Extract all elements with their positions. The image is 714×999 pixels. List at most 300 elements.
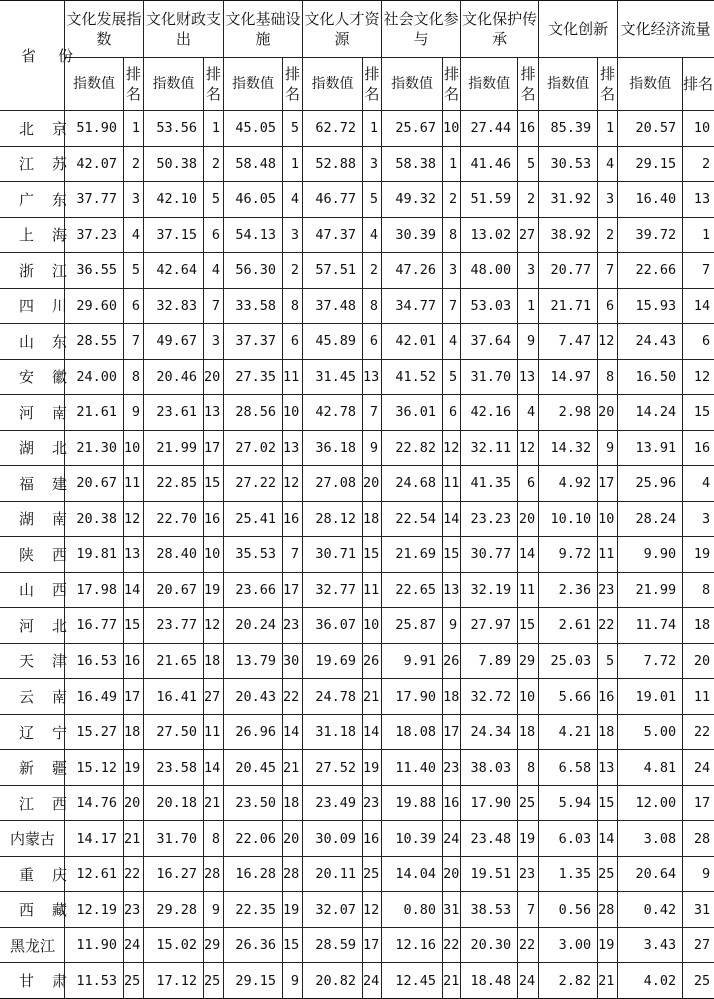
table-row (1, 572, 714, 608)
rank-cell: 15 (204, 466, 224, 502)
rank-cell: 2 (598, 217, 618, 253)
index-value-header: 指数值 (224, 58, 283, 111)
rank-cell: 8 (683, 572, 714, 608)
index-value-cell: 36.55 (65, 253, 124, 289)
index-value-cell: 38.92 (539, 217, 598, 253)
rank-cell: 25 (683, 963, 714, 999)
index-value-cell: 24.34 (461, 714, 518, 750)
rank-cell: 12 (283, 466, 303, 502)
rank-cell: 16 (283, 501, 303, 537)
rank-cell: 18 (363, 501, 382, 537)
index-value-cell: 27.97 (461, 608, 518, 644)
rank-cell: 27 (204, 679, 224, 715)
index-value-cell: 41.52 (382, 359, 443, 395)
index-value-cell: 2.82 (539, 963, 598, 999)
rank-cell: 2 (124, 146, 144, 182)
index-value-cell: 15.02 (144, 927, 204, 963)
index-value-cell: 49.32 (382, 182, 443, 218)
index-value-cell: 16.40 (618, 182, 683, 218)
index-value-cell: 25.87 (382, 608, 443, 644)
index-value-cell: 42.64 (144, 253, 204, 289)
index-value-cell: 32.07 (303, 892, 363, 928)
index-value-cell: 58.48 (224, 146, 283, 182)
index-value-cell: 12.19 (65, 892, 124, 928)
rank-cell: 6 (124, 288, 144, 324)
index-value-cell: 16.28 (224, 856, 283, 892)
rank-header: 排名 (683, 58, 714, 111)
rank-cell: 11 (124, 466, 144, 502)
index-value-cell: 37.77 (65, 182, 124, 218)
index-value-cell: 85.39 (539, 111, 598, 147)
rank-cell: 14 (518, 537, 539, 573)
index-value-cell: 31.45 (303, 359, 363, 395)
index-value-cell: 16.27 (144, 856, 204, 892)
rank-cell: 8 (518, 750, 539, 786)
rank-cell: 8 (443, 217, 461, 253)
rank-cell: 20 (598, 395, 618, 431)
province-cell: 北京 (1, 111, 65, 147)
rank-cell: 27 (518, 217, 539, 253)
rank-cell: 17 (598, 466, 618, 502)
index-value-cell: 1.35 (539, 856, 598, 892)
rank-cell: 14 (443, 501, 461, 537)
rank-cell: 10 (124, 430, 144, 466)
rank-cell: 24 (518, 963, 539, 999)
rank-cell: 12 (598, 324, 618, 360)
index-value-cell: 23.66 (224, 572, 283, 608)
rank-cell: 10 (363, 608, 382, 644)
rank-cell: 17 (283, 572, 303, 608)
table-row (1, 111, 714, 147)
rank-cell: 10 (518, 679, 539, 715)
rank-header: 排名 (124, 58, 144, 111)
category-header: 文化创新 (539, 1, 618, 58)
rank-cell: 24 (363, 963, 382, 999)
index-value-cell: 29.60 (65, 288, 124, 324)
rank-cell: 4 (204, 253, 224, 289)
rank-cell: 27 (683, 927, 714, 963)
index-value-cell: 15.12 (65, 750, 124, 786)
index-value-cell: 53.56 (144, 111, 204, 147)
rank-cell: 25 (124, 963, 144, 999)
rank-cell: 3 (204, 324, 224, 360)
province-cell: 上海 (1, 217, 65, 253)
index-value-cell: 28.12 (303, 501, 363, 537)
index-value-cell: 3.08 (618, 821, 683, 857)
table-row (1, 714, 714, 750)
rank-cell: 6 (518, 466, 539, 502)
rank-cell: 2 (683, 146, 714, 182)
index-value-cell: 36.01 (382, 395, 443, 431)
index-value-cell: 7.47 (539, 324, 598, 360)
index-value-cell: 21.99 (618, 572, 683, 608)
category-header: 社会文化参与 (382, 1, 461, 58)
province-cell: 浙江 (1, 253, 65, 289)
index-value-cell: 2.36 (539, 572, 598, 608)
index-value-cell: 28.59 (303, 927, 363, 963)
rank-cell: 18 (598, 714, 618, 750)
index-value-cell: 27.35 (224, 359, 283, 395)
index-value-cell: 45.05 (224, 111, 283, 147)
rank-header: 排名 (363, 58, 382, 111)
rank-cell: 5 (204, 182, 224, 218)
rank-cell: 1 (124, 111, 144, 147)
index-value-cell: 35.53 (224, 537, 283, 573)
rank-cell: 9 (598, 430, 618, 466)
index-value-cell: 26.96 (224, 714, 283, 750)
province-cell: 江西 (1, 785, 65, 821)
rank-cell: 22 (598, 608, 618, 644)
rank-cell: 15 (363, 537, 382, 573)
rank-cell: 25 (204, 963, 224, 999)
index-value-cell: 18.48 (461, 963, 518, 999)
province-cell: 江苏 (1, 146, 65, 182)
rank-cell: 13 (283, 430, 303, 466)
index-value-cell: 19.69 (303, 643, 363, 679)
rank-cell: 10 (683, 111, 714, 147)
rank-cell: 4 (283, 182, 303, 218)
index-value-cell: 28.24 (618, 501, 683, 537)
index-value-cell: 23.48 (461, 821, 518, 857)
table-row (1, 359, 714, 395)
rank-cell: 5 (598, 643, 618, 679)
rank-cell: 26 (363, 643, 382, 679)
index-value-cell: 34.77 (382, 288, 443, 324)
index-value-cell: 20.38 (65, 501, 124, 537)
rank-cell: 11 (443, 466, 461, 502)
rank-cell: 5 (443, 359, 461, 395)
index-value-cell: 20.67 (144, 572, 204, 608)
province-cell: 河南 (1, 395, 65, 431)
rank-cell: 11 (283, 359, 303, 395)
rank-cell: 4 (124, 217, 144, 253)
rank-cell: 11 (683, 679, 714, 715)
index-value-cell: 20.30 (461, 927, 518, 963)
rank-cell: 8 (124, 359, 144, 395)
index-value-cell: 12.00 (618, 785, 683, 821)
index-value-header: 指数值 (461, 58, 518, 111)
index-value-cell: 42.78 (303, 395, 363, 431)
index-value-cell: 46.77 (303, 182, 363, 218)
rank-cell: 7 (283, 537, 303, 573)
rank-cell: 9 (443, 608, 461, 644)
index-value-cell: 29.15 (224, 963, 283, 999)
index-value-cell: 23.49 (303, 785, 363, 821)
table-row (1, 466, 714, 502)
index-value-cell: 28.56 (224, 395, 283, 431)
rank-cell: 12 (518, 430, 539, 466)
index-value-cell: 49.67 (144, 324, 204, 360)
rank-cell: 11 (518, 572, 539, 608)
rank-cell: 17 (124, 679, 144, 715)
rank-cell: 15 (683, 395, 714, 431)
index-value-cell: 0.42 (618, 892, 683, 928)
rank-cell: 10 (598, 501, 618, 537)
index-value-cell: 18.08 (382, 714, 443, 750)
rank-cell: 18 (443, 679, 461, 715)
rank-cell: 13 (124, 537, 144, 573)
rank-cell: 18 (683, 608, 714, 644)
index-value-cell: 19.01 (618, 679, 683, 715)
index-value-cell: 6.58 (539, 750, 598, 786)
category-header: 文化经济流量 (618, 1, 714, 58)
index-value-cell: 25.67 (382, 111, 443, 147)
index-value-cell: 37.64 (461, 324, 518, 360)
table-row (1, 217, 714, 253)
rank-cell: 10 (443, 111, 461, 147)
index-value-cell: 25.03 (539, 643, 598, 679)
index-value-cell: 42.10 (144, 182, 204, 218)
rank-cell: 2 (363, 253, 382, 289)
rank-cell: 23 (363, 785, 382, 821)
rank-cell: 12 (683, 359, 714, 395)
index-value-cell: 14.32 (539, 430, 598, 466)
rank-cell: 9 (518, 324, 539, 360)
index-value-cell: 14.76 (65, 785, 124, 821)
rank-cell: 3 (598, 182, 618, 218)
rank-cell: 19 (683, 537, 714, 573)
rank-cell: 4 (683, 466, 714, 502)
rank-cell: 17 (683, 785, 714, 821)
province-cell: 湖北 (1, 430, 65, 466)
rank-cell: 20 (204, 359, 224, 395)
index-value-cell: 47.37 (303, 217, 363, 253)
index-value-cell: 23.23 (461, 501, 518, 537)
rank-cell: 2 (204, 146, 224, 182)
index-value-cell: 5.94 (539, 785, 598, 821)
index-value-cell: 20.11 (303, 856, 363, 892)
rank-cell: 25 (598, 856, 618, 892)
index-value-cell: 20.45 (224, 750, 283, 786)
index-value-cell: 22.54 (382, 501, 443, 537)
rank-cell: 30 (283, 643, 303, 679)
rank-cell: 5 (363, 182, 382, 218)
index-value-cell: 17.98 (65, 572, 124, 608)
rank-cell: 24 (124, 927, 144, 963)
rank-cell: 18 (124, 714, 144, 750)
rank-cell: 14 (204, 750, 224, 786)
province-cell: 陕西 (1, 537, 65, 573)
index-value-cell: 20.64 (618, 856, 683, 892)
index-value-header: 指数值 (539, 58, 598, 111)
province-cell: 辽宁 (1, 714, 65, 750)
index-value-cell: 41.35 (461, 466, 518, 502)
table-row (1, 608, 714, 644)
index-value-cell: 3.43 (618, 927, 683, 963)
rank-cell: 13 (683, 182, 714, 218)
rank-cell: 13 (598, 750, 618, 786)
index-value-cell: 16.41 (144, 679, 204, 715)
index-value-cell: 10.39 (382, 821, 443, 857)
province-cell: 四川 (1, 288, 65, 324)
index-value-cell: 22.70 (144, 501, 204, 537)
rank-cell: 7 (518, 892, 539, 928)
index-value-cell: 26.36 (224, 927, 283, 963)
rank-cell: 16 (443, 785, 461, 821)
rank-cell: 9 (683, 856, 714, 892)
index-value-cell: 27.44 (461, 111, 518, 147)
index-value-cell: 27.08 (303, 466, 363, 502)
index-value-cell: 21.65 (144, 643, 204, 679)
rank-cell: 21 (124, 821, 144, 857)
rank-cell: 29 (518, 643, 539, 679)
index-value-cell: 20.43 (224, 679, 283, 715)
index-value-cell: 13.79 (224, 643, 283, 679)
rank-cell: 18 (283, 785, 303, 821)
index-value-cell: 50.38 (144, 146, 204, 182)
index-value-cell: 12.16 (382, 927, 443, 963)
index-value-cell: 48.00 (461, 253, 518, 289)
rank-cell: 11 (598, 537, 618, 573)
category-header: 文化人才资源 (303, 1, 382, 58)
table-row (1, 146, 714, 182)
table-row (1, 679, 714, 715)
index-value-cell: 30.71 (303, 537, 363, 573)
rank-cell: 7 (598, 253, 618, 289)
rank-cell: 2 (283, 253, 303, 289)
rank-header: 排名 (443, 58, 461, 111)
index-value-cell: 24.43 (618, 324, 683, 360)
rank-cell: 6 (204, 217, 224, 253)
rank-cell: 26 (443, 643, 461, 679)
index-value-cell: 47.26 (382, 253, 443, 289)
index-value-cell: 38.03 (461, 750, 518, 786)
rank-cell: 16 (363, 821, 382, 857)
rank-cell: 31 (683, 892, 714, 928)
rank-cell: 14 (363, 714, 382, 750)
rank-cell: 2 (518, 182, 539, 218)
rank-cell: 19 (124, 750, 144, 786)
table-row (1, 501, 714, 537)
rank-cell: 4 (443, 324, 461, 360)
index-value-cell: 42.01 (382, 324, 443, 360)
index-value-cell: 33.58 (224, 288, 283, 324)
index-value-cell: 54.13 (224, 217, 283, 253)
index-value-cell: 6.03 (539, 821, 598, 857)
rank-cell: 22 (443, 927, 461, 963)
table-row (1, 856, 714, 892)
table-row (1, 324, 714, 360)
index-value-cell: 27.50 (144, 714, 204, 750)
index-value-cell: 15.27 (65, 714, 124, 750)
index-value-cell: 19.51 (461, 856, 518, 892)
rank-cell: 7 (204, 288, 224, 324)
index-value-cell: 20.46 (144, 359, 204, 395)
table-row (1, 643, 714, 679)
rank-cell: 7 (363, 395, 382, 431)
rank-cell: 16 (683, 430, 714, 466)
table-row (1, 182, 714, 218)
rank-cell: 21 (598, 963, 618, 999)
rank-cell: 3 (124, 182, 144, 218)
rank-cell: 17 (363, 927, 382, 963)
index-value-cell: 0.80 (382, 892, 443, 928)
rank-cell: 14 (283, 714, 303, 750)
index-value-cell: 41.46 (461, 146, 518, 182)
index-value-cell: 9.90 (618, 537, 683, 573)
province-cell: 天津 (1, 643, 65, 679)
index-value-cell: 20.82 (303, 963, 363, 999)
rank-cell: 16 (518, 111, 539, 147)
rank-cell: 22 (683, 714, 714, 750)
index-value-cell: 42.16 (461, 395, 518, 431)
index-value-cell: 20.67 (65, 466, 124, 502)
index-value-cell: 3.00 (539, 927, 598, 963)
index-value-cell: 39.72 (618, 217, 683, 253)
province-cell: 山东 (1, 324, 65, 360)
index-value-cell: 25.41 (224, 501, 283, 537)
rank-cell: 7 (683, 253, 714, 289)
index-value-cell: 20.77 (539, 253, 598, 289)
index-value-cell: 14.97 (539, 359, 598, 395)
table-row (1, 253, 714, 289)
index-value-cell: 57.51 (303, 253, 363, 289)
rank-cell: 24 (683, 750, 714, 786)
province-cell: 福建 (1, 466, 65, 502)
index-value-cell: 22.65 (382, 572, 443, 608)
index-value-header: 指数值 (382, 58, 443, 111)
index-value-cell: 29.28 (144, 892, 204, 928)
index-value-cell: 23.77 (144, 608, 204, 644)
index-value-cell: 20.24 (224, 608, 283, 644)
index-value-cell: 22.06 (224, 821, 283, 857)
index-value-cell: 23.61 (144, 395, 204, 431)
rank-cell: 15 (518, 608, 539, 644)
rank-cell: 7 (443, 288, 461, 324)
index-value-cell: 37.23 (65, 217, 124, 253)
rank-cell: 28 (598, 892, 618, 928)
rank-cell: 28 (204, 856, 224, 892)
index-value-cell: 11.90 (65, 927, 124, 963)
index-value-cell: 16.50 (618, 359, 683, 395)
index-value-cell: 20.18 (144, 785, 204, 821)
index-value-cell: 21.30 (65, 430, 124, 466)
rank-cell: 9 (283, 963, 303, 999)
rank-cell: 23 (443, 750, 461, 786)
index-value-cell: 46.05 (224, 182, 283, 218)
rank-cell: 3 (518, 253, 539, 289)
rank-cell: 14 (124, 572, 144, 608)
rank-cell: 20 (443, 856, 461, 892)
rank-cell: 4 (363, 217, 382, 253)
rank-cell: 19 (363, 750, 382, 786)
rank-cell: 28 (283, 856, 303, 892)
rank-cell: 6 (683, 324, 714, 360)
index-value-cell: 7.72 (618, 643, 683, 679)
index-value-cell: 23.50 (224, 785, 283, 821)
index-value-cell: 38.53 (461, 892, 518, 928)
index-value-cell: 29.15 (618, 146, 683, 182)
index-value-cell: 9.72 (539, 537, 598, 573)
index-value-cell: 17.90 (382, 679, 443, 715)
index-value-cell: 27.22 (224, 466, 283, 502)
rank-cell: 31 (443, 892, 461, 928)
rank-cell: 8 (204, 821, 224, 857)
rank-cell: 23 (518, 856, 539, 892)
province-cell: 山西 (1, 572, 65, 608)
rank-cell: 10 (283, 395, 303, 431)
index-value-cell: 53.03 (461, 288, 518, 324)
rank-cell: 1 (598, 111, 618, 147)
index-value-cell: 11.53 (65, 963, 124, 999)
index-value-cell: 42.07 (65, 146, 124, 182)
rank-cell: 23 (124, 892, 144, 928)
index-value-cell: 14.04 (382, 856, 443, 892)
province-cell: 云南 (1, 679, 65, 715)
rank-header: 排名 (204, 58, 224, 111)
index-value-cell: 31.70 (461, 359, 518, 395)
table-row (1, 430, 714, 466)
